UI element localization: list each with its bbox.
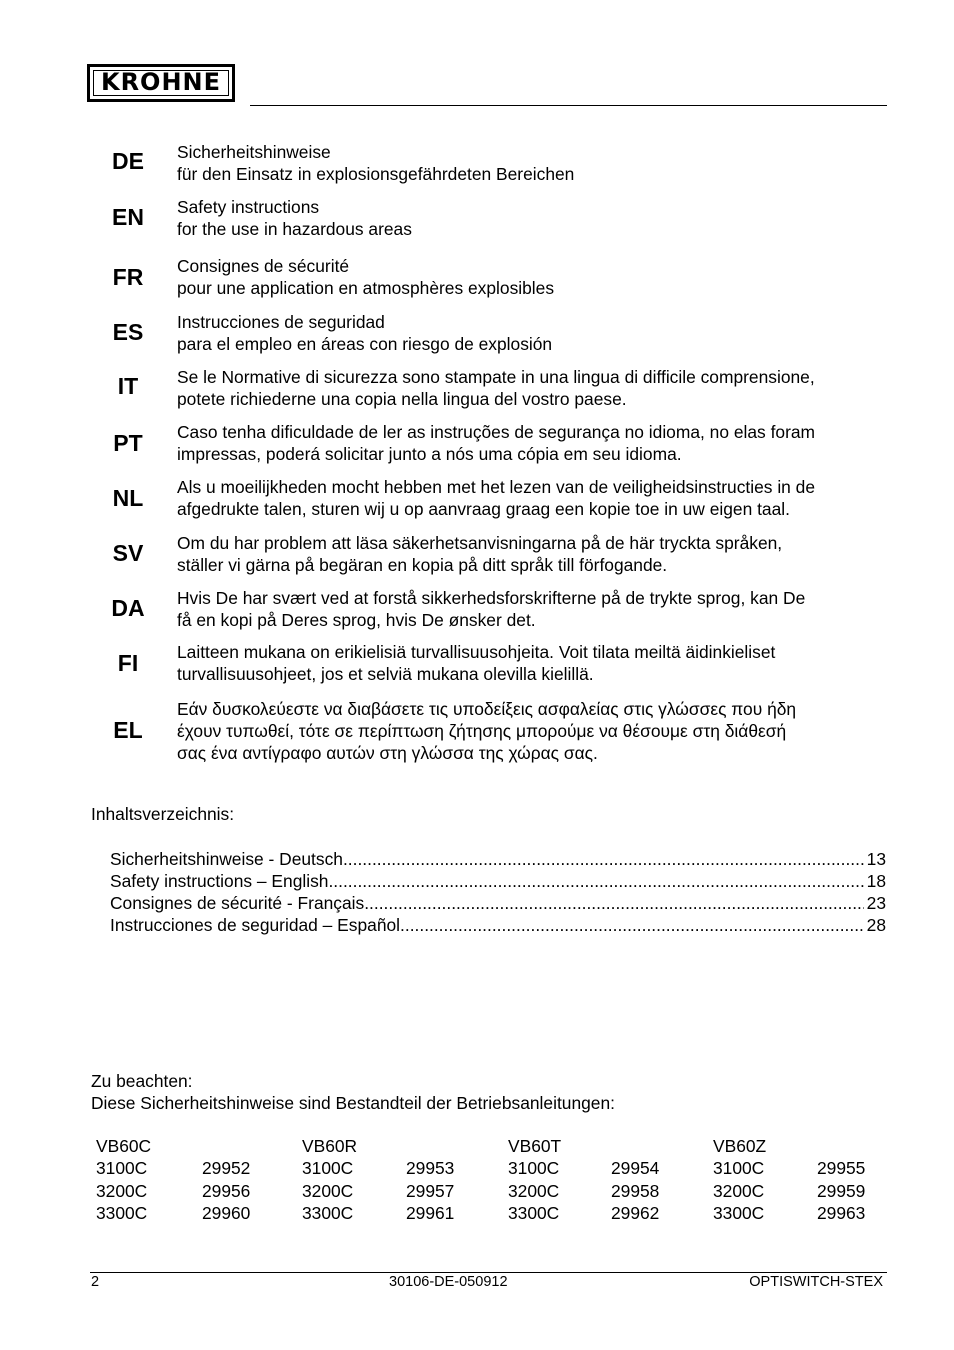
model-number: 29960 (202, 1203, 251, 1224)
model-number-column (406, 1135, 454, 1225)
lang-code: EL (113, 717, 143, 743)
toc-entry[interactable] (110, 848, 886, 870)
toc-leader-dots (328, 870, 863, 892)
toc-entry-page: 18 (866, 871, 886, 891)
lang-text: Om du har problem att läsa säkerhetsanvisningarna på de här tryckta språken, ställer vi gärna på begäran en kopia på ditt språk till förfogande. (177, 533, 783, 575)
header-rule (250, 105, 887, 106)
footer-product: OPTISWITCH-STEX (749, 1274, 883, 1290)
note-heading: Zu beachten: (91, 1071, 193, 1091)
lang-code: SV (112, 540, 144, 566)
lang-text: Safety instructions for the use in hazardous areas (177, 197, 412, 239)
note-text: Diese Sicherheitshinweise sind Bestandteil der Betriebsanleitungen: (91, 1093, 615, 1113)
model-name: VB60R (302, 1136, 358, 1156)
lang-text: Laitteen mukana on erikielisiä turvallisuusohjeita. Voit tilata meiltä äidinkieliset turvallisuusohjeet, jos et selviä mukana olevilla kielillä. (177, 642, 776, 684)
toc-entry[interactable] (110, 914, 886, 936)
lang-code: FI (117, 650, 139, 676)
model-number: 29962 (611, 1203, 660, 1224)
model-variant: 3100C (508, 1158, 560, 1179)
lang-code: NL (112, 485, 144, 511)
model-variant: 3200C (713, 1180, 765, 1201)
model-number: 29959 (817, 1180, 866, 1201)
model-variant: 3300C (96, 1203, 148, 1224)
lang-text: Εάν δυσκολεύεστε να διαβάσετε τις υποδείξεις ασφαλείας στις γλώσσες που ήδη έχουν τυπωθεί, τότε σε περίπτωση ζήτησης μπορούμε να θέσουμε στη διάθεσή σας ένα αντίγραφο αυτών στη γλώσσα της χώρας σας. (177, 699, 797, 763)
lang-code: IT (117, 373, 139, 399)
model-variant: 3300C (508, 1203, 560, 1224)
lang-code: FR (112, 264, 144, 290)
toc-leader-dots (343, 848, 864, 870)
model-variant: 3200C (302, 1180, 354, 1201)
model-column (713, 1135, 766, 1225)
lang-code: EN (112, 204, 144, 230)
lang-code: PT (113, 430, 143, 456)
table-of-contents (110, 848, 886, 936)
toc-entry-label: Consignes de sécurité - Français (110, 893, 365, 913)
model-column (508, 1135, 561, 1225)
lang-text: Sicherheitshinweise für den Einsatz in explosionsgefährdeten Bereichen (177, 142, 575, 184)
footer-doc-id: 30106-DE-050912 (389, 1274, 508, 1290)
model-column (96, 1135, 151, 1225)
model-number: 29961 (406, 1203, 455, 1224)
lang-text: Caso tenha dificuldade de ler as instruções de segurança no idioma, no elas foram impressas, poderá solicitar junto a nós uma cópia em seu idioma. (177, 422, 816, 464)
toc-entry-page: 13 (866, 849, 886, 869)
model-number: 29956 (202, 1180, 251, 1201)
krohne-logo (87, 64, 235, 102)
toc-entry-label: Sicherheitshinweise - Deutsch (110, 849, 343, 869)
toc-entry[interactable] (110, 892, 886, 914)
model-name: VB60T (508, 1136, 562, 1156)
note-section (91, 1070, 615, 1114)
toc-entry-label: Instrucciones de seguridad – Español (110, 915, 401, 935)
model-number: 29954 (611, 1158, 660, 1179)
model-number-column (817, 1135, 865, 1225)
toc-entry-page: 23 (866, 893, 886, 913)
model-number: 29953 (406, 1158, 455, 1179)
lang-code: ES (112, 319, 144, 345)
model-variant: 3200C (508, 1180, 560, 1201)
logo-text: KROHNE (100, 68, 222, 96)
footer-rule (90, 1272, 887, 1273)
model-number-column (611, 1135, 659, 1225)
lang-text: Instrucciones de seguridad para el empleo en áreas con riesgo de explosión (177, 312, 553, 354)
model-number: 29958 (611, 1180, 660, 1201)
model-variant: 3300C (713, 1203, 765, 1224)
model-number: 29952 (202, 1158, 251, 1179)
model-variant: 3100C (96, 1158, 148, 1179)
toc-title: Inhaltsverzeichnis: (91, 804, 235, 824)
model-name: VB60C (96, 1136, 152, 1156)
toc-entry[interactable] (110, 870, 886, 892)
toc-leader-dots (364, 892, 863, 914)
lang-text: Hvis De har svært ved at forstå sikkerhedsforskrifterne på de trykte sprog, kan De få en kopi på Deres sprog, hvis De ønsker det. (177, 588, 806, 630)
model-column (302, 1135, 357, 1225)
model-variant: 3200C (96, 1180, 148, 1201)
toc-entry-label: Safety instructions – English (110, 871, 329, 891)
footer-page-number: 2 (91, 1274, 100, 1290)
toc-entry-page: 28 (866, 915, 886, 935)
model-variant: 3100C (713, 1158, 765, 1179)
lang-text: Se le Normative di sicurezza sono stampate in una lingua di difficile comprensione, potete richiederne una copia nella lingua del vostro paese. (177, 367, 815, 409)
lang-text: Als u moeilijkheden mocht hebben met het lezen van de veiligheidsinstructies in de afgedrukte talen, sturen wij u op aanvraag graag een kopie toe in uw eigen taal. (177, 477, 816, 519)
model-number: 29957 (406, 1180, 455, 1201)
model-variant: 3300C (302, 1203, 354, 1224)
lang-text: Consignes de sécurité pour une application en atmosphères explosibles (177, 256, 555, 298)
toc-leader-dots (400, 914, 864, 936)
model-variant: 3100C (302, 1158, 354, 1179)
lang-code: DE (112, 148, 144, 174)
lang-code: DA (111, 595, 145, 621)
model-number: 29955 (817, 1158, 866, 1179)
model-number: 29963 (817, 1203, 866, 1224)
model-number-column (202, 1135, 250, 1225)
model-name: VB60Z (713, 1136, 767, 1156)
